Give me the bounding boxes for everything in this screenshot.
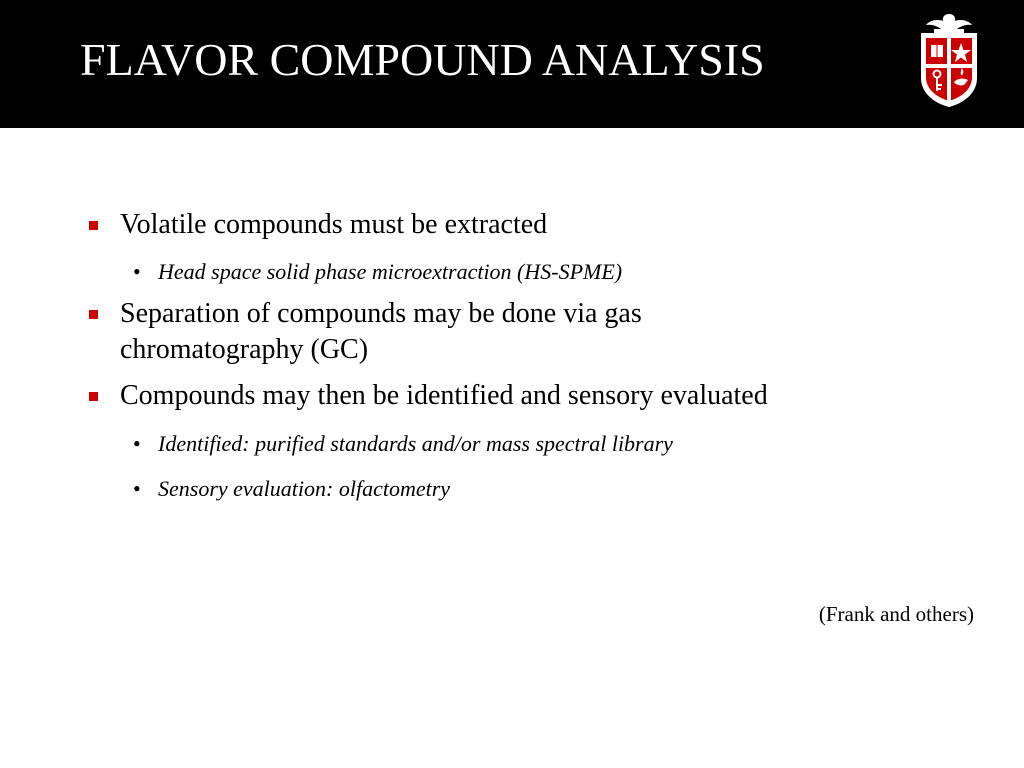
sub-bullet-item	[133, 430, 918, 458]
bullet-text: Separation of compounds may be done via gas chromatography (GC)	[120, 298, 642, 365]
round-bullet-icon: •	[133, 431, 141, 456]
bullet-text: Volatile compounds must be extracted	[120, 209, 548, 240]
slide-title: FLAVOR COMPOUND ANALYSIS	[80, 34, 765, 85]
citation: (Frank and others)	[818, 602, 974, 626]
sub-bullet-text: Head space solid phase microextraction (HS-SPME)	[158, 259, 623, 284]
bullet-item	[120, 296, 820, 368]
sub-bullet-item	[133, 258, 918, 286]
sub-bullet-item	[133, 475, 918, 503]
square-bullet-icon	[89, 221, 98, 230]
sub-bullet-text: Sensory evaluation: olfactometry	[158, 476, 451, 501]
bullet-item	[120, 207, 920, 243]
bullet-item	[120, 378, 920, 414]
sub-bullet-text: Identified: purified standards and/or mass spectral library	[158, 431, 673, 456]
square-bullet-icon	[89, 392, 98, 401]
bullet-text: Compounds may then be identified and sensory evaluated	[120, 380, 768, 411]
round-bullet-icon: •	[133, 476, 141, 501]
square-bullet-icon	[89, 310, 98, 319]
round-bullet-icon: •	[133, 259, 141, 284]
